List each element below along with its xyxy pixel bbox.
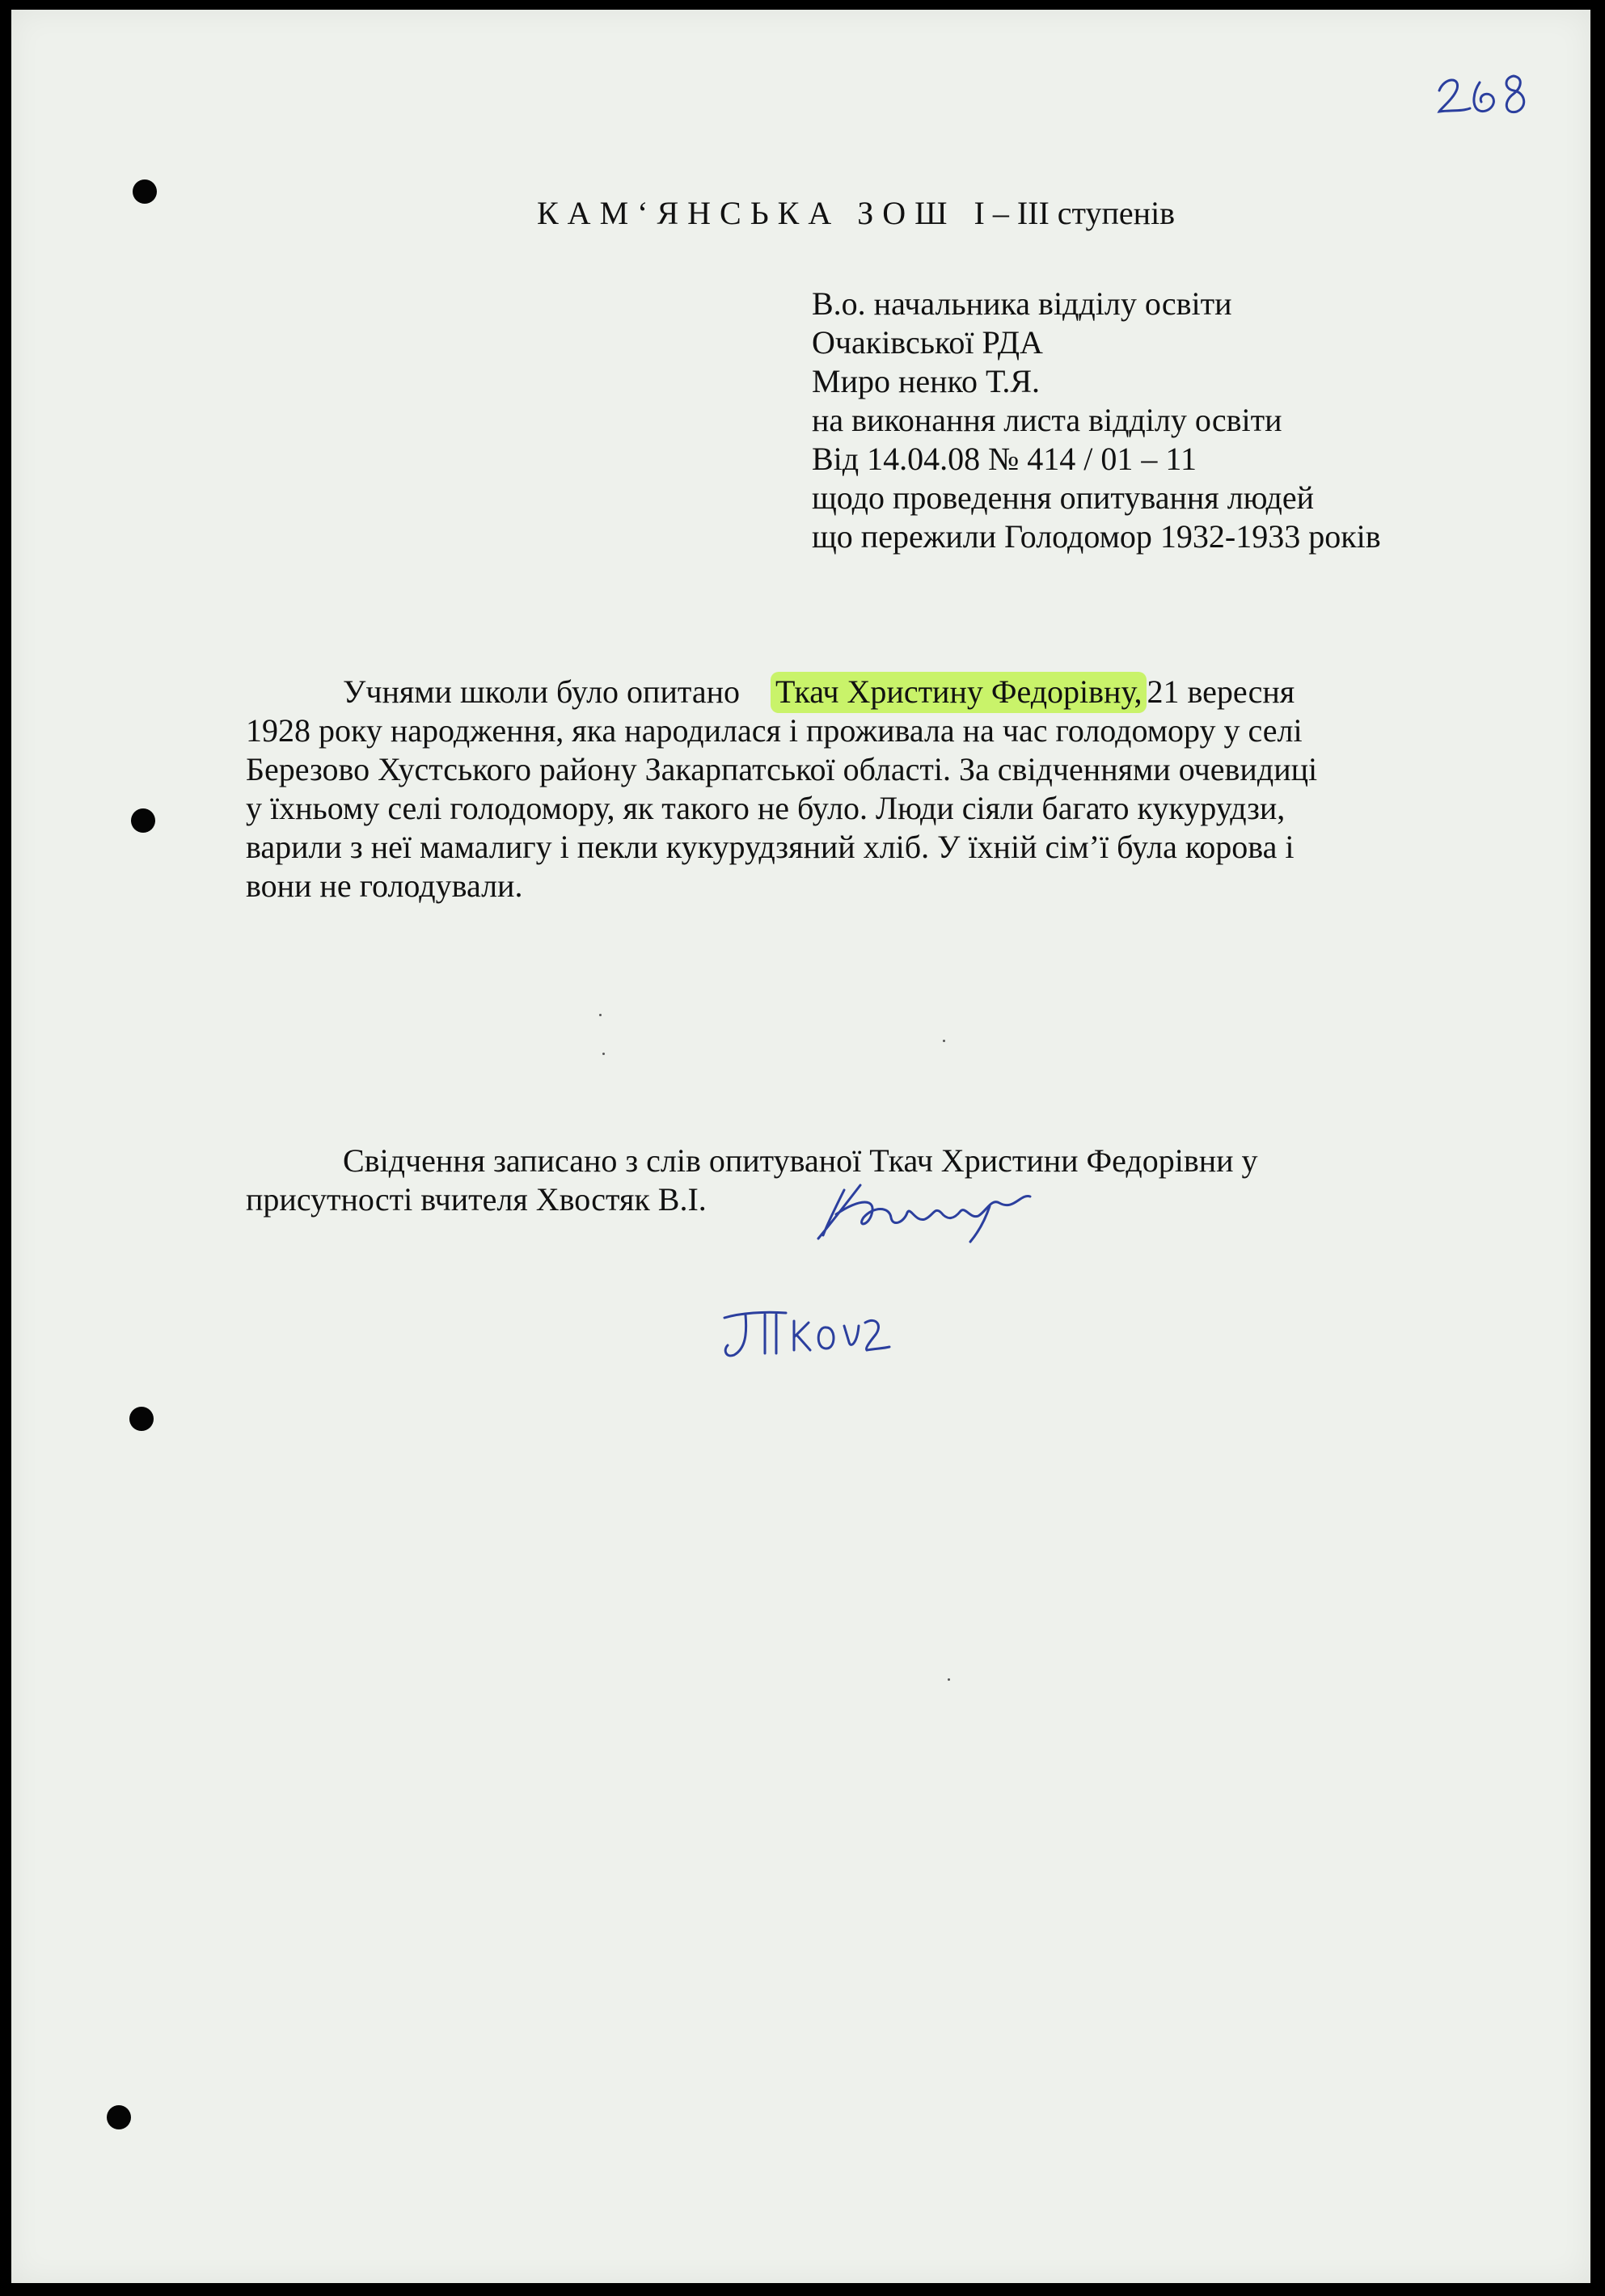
document-page bbox=[11, 10, 1590, 2283]
punch-hole bbox=[107, 2105, 131, 2129]
paragraph-line: у їхньому селі голодомору, як такого не було. Люди сіяли багато кукурудзи, bbox=[246, 790, 1286, 826]
testimony-line: Свідчення записано з слів опитуваної Ткач Христини Федорівни у bbox=[343, 1142, 1258, 1179]
paragraph-prefix: Учнями школи було опитано bbox=[343, 673, 740, 710]
highlighted-name: Ткач Христину Федорівну, bbox=[771, 672, 1147, 713]
school-name: КАМ‘ЯНСЬКА ЗОШ bbox=[537, 195, 957, 231]
page-number-text: 258 bbox=[1433, 121, 1434, 122]
paragraph-line: Березово Хустського району Закарпатської області. За свідченнями очевидиці bbox=[246, 751, 1318, 787]
addressee-line: на виконання листа відділу освіти bbox=[812, 402, 1282, 438]
paragraph-first-line bbox=[246, 673, 1317, 711]
testimony-paragraph bbox=[246, 673, 1317, 905]
testimony-line: присутності вчителя Хвостяк В.І. bbox=[246, 1181, 707, 1218]
speck bbox=[602, 1053, 605, 1055]
punch-hole bbox=[131, 808, 155, 833]
paragraph-line: вони не голодували. bbox=[246, 867, 523, 904]
paragraph-line: варили з неї мамалигу і пекли кукурудзяний хліб. У їхній сім’ї була корова і bbox=[246, 829, 1295, 865]
speck bbox=[943, 1040, 945, 1042]
testimony-note bbox=[246, 1142, 1258, 1219]
punch-hole bbox=[129, 1407, 154, 1431]
school-header bbox=[537, 194, 1175, 232]
birth-date: 21 вересня bbox=[1147, 673, 1295, 710]
addressee-block bbox=[812, 285, 1381, 556]
speck bbox=[948, 1678, 950, 1681]
school-level: I – III ступенів bbox=[974, 195, 1176, 231]
addressee-line: Миро ненко Т.Я. bbox=[812, 363, 1041, 399]
addressee-line: щодо проведення опитування людей bbox=[812, 479, 1315, 516]
speck bbox=[599, 1014, 602, 1016]
addressee-line: В.о. начальника відділу освіти bbox=[812, 285, 1232, 322]
page-number-handwritten bbox=[1433, 58, 1546, 123]
addressee-line: Від 14.04.08 № 414 / 01 – 11 bbox=[812, 441, 1197, 477]
teacher-signature bbox=[812, 1174, 1079, 1247]
paragraph-line: 1928 року народження, яка народилася і проживала на час голодомору у селі bbox=[246, 712, 1303, 749]
punch-hole bbox=[133, 179, 157, 204]
interviewee-mark bbox=[716, 1302, 894, 1366]
addressee-line: Очаківської РДА bbox=[812, 324, 1043, 361]
addressee-line: що пережили Голодомор 1932-1933 років bbox=[812, 518, 1381, 555]
